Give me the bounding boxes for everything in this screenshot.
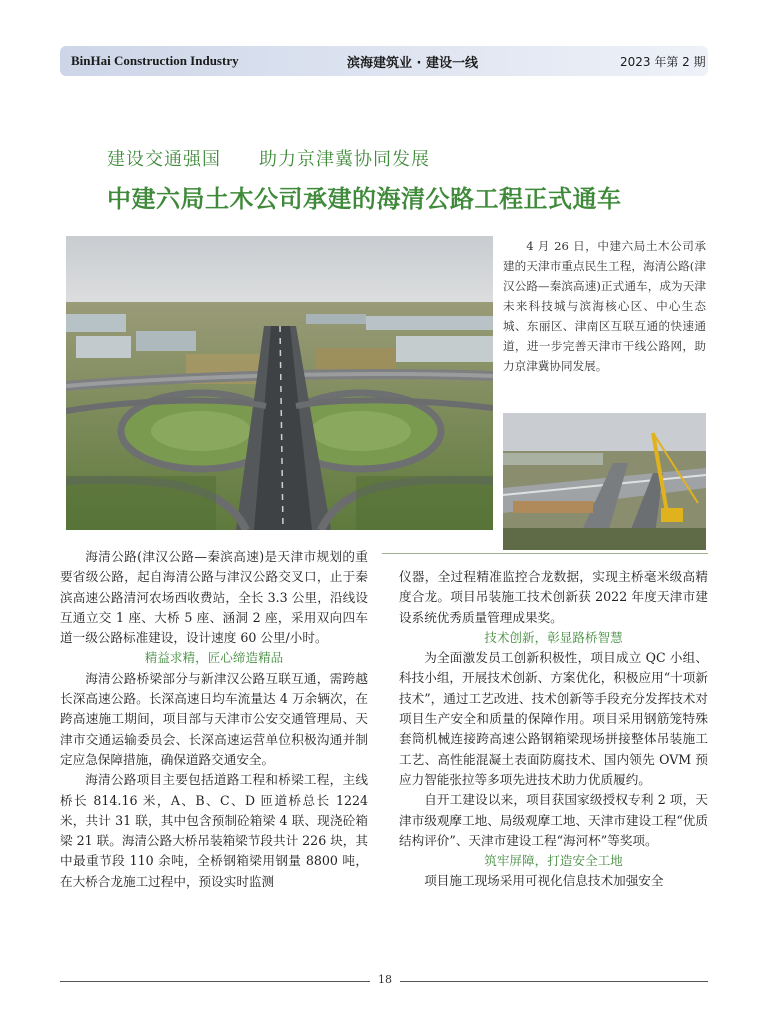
page-number: 18	[378, 973, 392, 986]
section-heading: 技术创新，彰显路桥智慧	[484, 629, 623, 645]
paragraph: 海清公路桥梁部分与新津汉公路互联互通，需跨越长深高速公路。长深高速日均车流量达 4 万余辆次，在跨高速施工期间，项目部与天津市公安交通管理局、天津市交通运输委员会、长深高速运营单位积极沟通并制定应急保障措施，确保道路交通安全。	[60, 670, 368, 767]
issue-header-bar	[60, 46, 708, 76]
body-column-left	[60, 547, 368, 892]
paragraph: 自开工建设以来，项目获国家级授权专利 2 项，天津市级观摩工地、局级观摩工地、天津市建设工程“优质结构评价”、天津市建设工程“海河杯”等奖项。	[399, 792, 708, 848]
aerial-interchange-photo	[66, 236, 493, 530]
paragraph: 为全面激发员工创新积极性，项目成立 QC 小组、科技小组，开展技术创新、方案优化，积极应用“十项新技术”，通过工艺改进、技术创新等手段充分发挥技术对项目生产安全和质量的保障作用。项目采用钢筋笼特殊套筒机械连接跨高速公路钢箱梁现场拼接整体吊装施工工艺、高性能混凝土表面防腐技术、国内领先 OVM 预应力智能张拉等多项先进技术助力优质履约。	[399, 650, 708, 787]
column-divider	[382, 553, 708, 554]
paragraph: 海清公路(津汉公路—秦滨高速)是天津市规划的重要省级公路，起自海清公路与津汉公路交叉口，止于秦滨高速公路清河农场西收费站，全长 3.3 公里，沿线设互通立交 1 座、大桥 5 座、涵洞 2 座，采用双向四车道一级公路标准建设，设计速度 60 公里/小时。	[60, 549, 368, 646]
lead-paragraph	[503, 236, 706, 376]
article-title: 中建六局土木公司承建的海清公路工程正式通车	[107, 185, 622, 213]
section-name: 滨海建筑业 · 建设一线	[347, 56, 478, 71]
lead-text: 4 月 26 日，中建六局土木公司承建的天津市重点民生工程，海清公路(津汉公路—秦滨高速)正式通车，成为天津未来科技城与滨海核心区、中心生态城、东丽区、津南区互联互通的快速通道，进一步完善天津市干线公路网，助力京津冀协同发展。	[503, 239, 706, 373]
body-column-right	[399, 567, 708, 892]
paragraph: 项目施工现场采用可视化信息技术加强安全	[424, 873, 664, 889]
article-subtitle: 建设交通强国 助力京津冀协同发展	[107, 149, 430, 170]
section-heading: 筑牢屏障，打造安全工地	[484, 853, 623, 869]
publication-name: BinHai Construction Industry	[71, 53, 239, 68]
paragraph: 仪器，全过程精准监控合龙数据，实现主桥毫米级高精度合龙。项目吊装施工技术创新获 2022 年度天津市建设系统优秀质量管理成果奖。	[399, 569, 708, 625]
bridge-construction-photo	[503, 413, 706, 550]
section-heading: 精益求精，匠心缔造精品	[144, 650, 284, 666]
footer-rule-right	[400, 981, 708, 982]
paragraph: 海清公路项目主要包括道路工程和桥梁工程，主线桥长 814.16 米，A、B、C、D 匝道桥总长 1224 米，共计 31 联，其中包含预制砼箱梁 4 联、现浇砼箱梁 21 联。海清公路大桥吊装箱梁节段共计 226 块，其中最重节段 110 余吨，全桥钢箱梁用钢量 8800 吨，在大桥合龙施工过程中，预设实时监测	[60, 772, 368, 889]
issue-number: 2023 年第 2 期	[620, 55, 706, 69]
footer-rule-left	[60, 981, 370, 982]
